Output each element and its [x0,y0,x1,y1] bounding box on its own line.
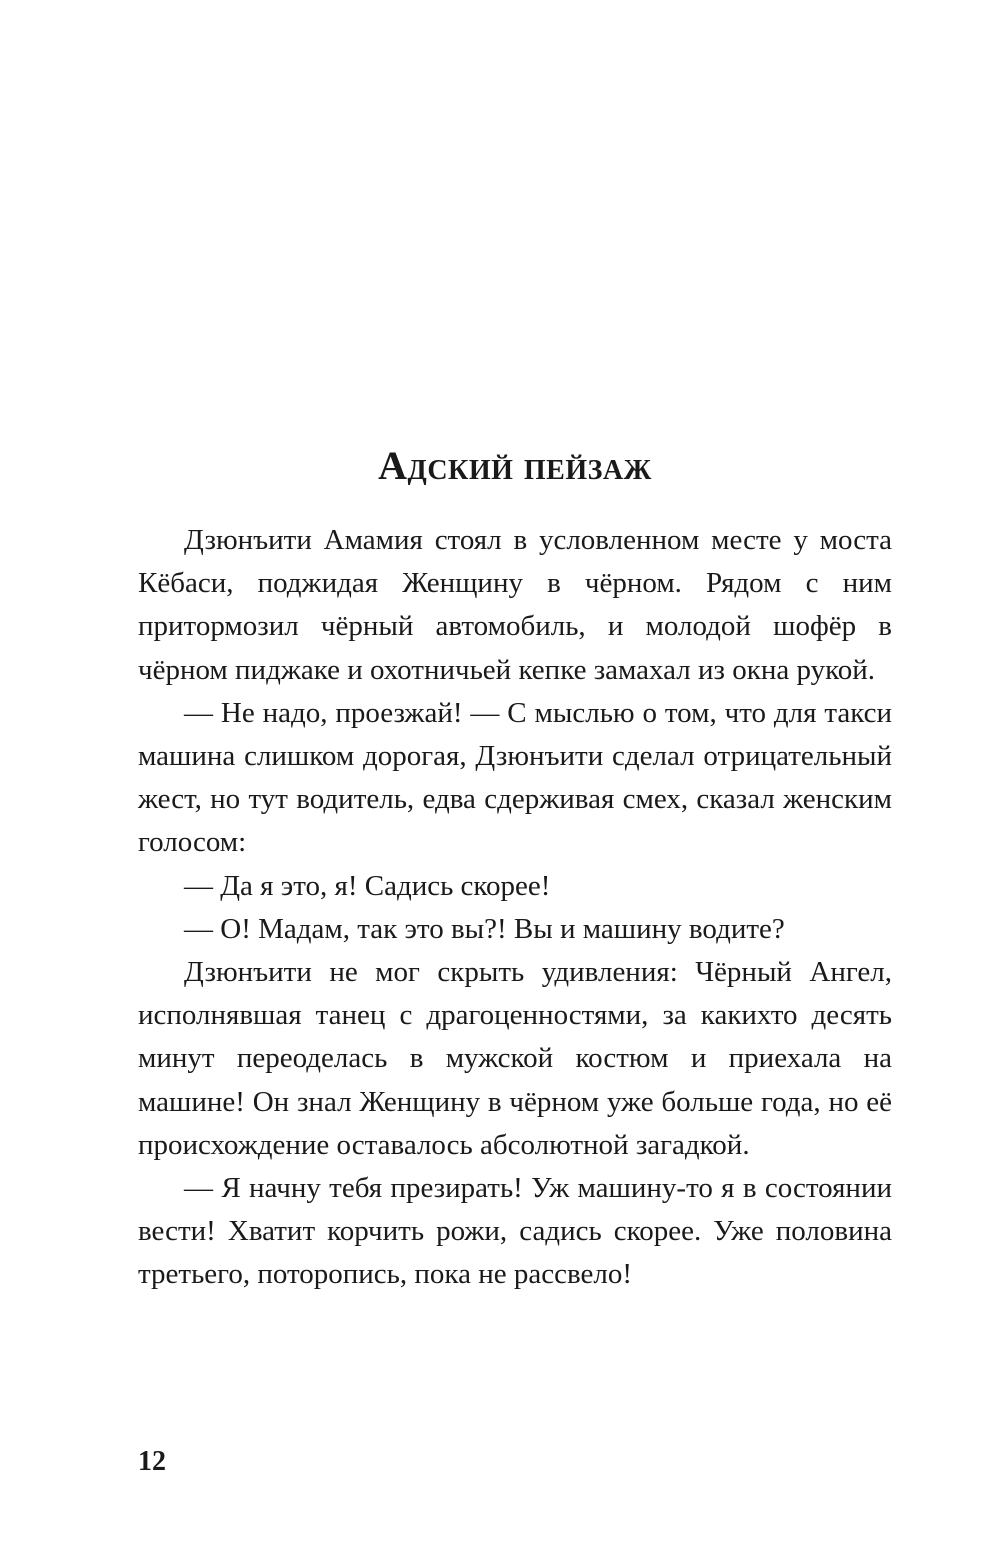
paragraph: Дзюнъити не мог скрыть удивления: Чёрный Ангел, исполнявшая танец с драгоценностями, за какихто десять минут переоделась в мужской костюм и приехала на машине! Он знал Женщину в чёрном уже больше года, но её происхождение оставалось абсолютной загадкой. [138,956,892,1161]
paragraph: — О! Мадам, так это вы?! Вы и машину водите? [184,912,785,945]
paragraph: Дзюнъити Амамия стоял в условленном месте у моста Кёбаси, поджидая Женщину в чёрном. Рядом с ним притормозил чёрный автомобиль, и молодой шофёр в чёрном пиджаке и охотничьей кепке замахал из окна рукой. [138,524,892,686]
paragraph: — Не надо, проезжай! — С мыслью о том, что для такси машина слишком дорогая, Дзюнъити сделал отрицательный жест, но тут водитель, едва сдерживая смех, сказал женским голосом: [138,696,892,859]
paragraph: — Да я это, я! Садись скорее! [184,869,551,902]
chapter-title [138,438,892,494]
chapter-title-text: Адский пейзаж [378,443,652,488]
paragraph: — Я начну тебя презирать! Уж машину-то я в состоянии вести! Хватит корчить рожи, садись скорее. Уже половина третьего, поторопись, пока не рассвело! [138,1172,892,1291]
body-text [138,519,892,1297]
page-number: 12 [138,1446,166,1477]
